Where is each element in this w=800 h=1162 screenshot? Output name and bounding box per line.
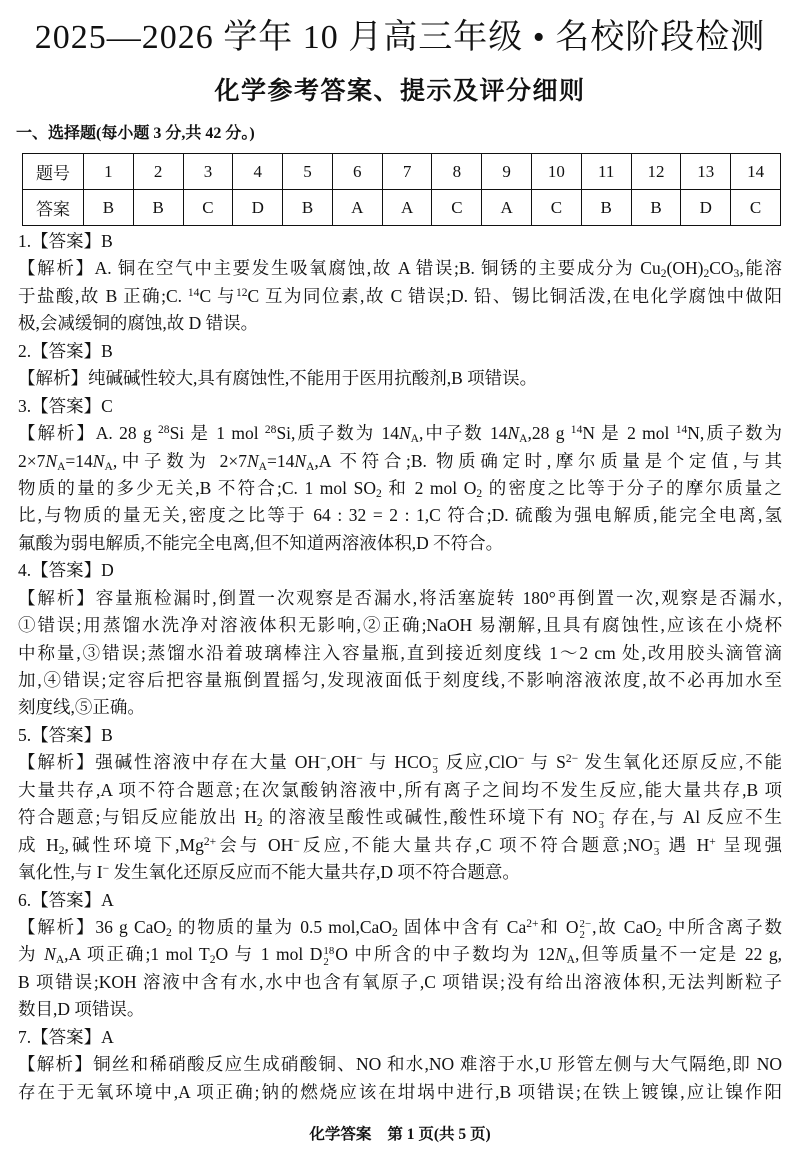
text-run: 比,与物质的量无关,密度之比等于 64 : 32 = 2 : 1,C 符合;D. 硫酸为强电解质,能完全电离,氢 — [18, 505, 782, 526]
text-run: 存在于无氧环境中,A 项正确;钠的燃烧应该在坩埚中进行,B 项错误;在铁上镀镍,应让镍作阳 — [18, 1081, 782, 1102]
subscript: 3 — [653, 846, 660, 859]
subscript: A — [306, 460, 315, 473]
analysis-line — [18, 420, 782, 447]
subscript: 2 — [256, 817, 263, 830]
superscript: − — [102, 863, 110, 876]
row-label: 题号 — [23, 154, 84, 190]
text-run: 发生氧化还原反应,不能 — [578, 752, 782, 773]
question-number-cell: 2 — [133, 154, 183, 190]
analysis-line — [18, 832, 782, 859]
subscript: 2 — [58, 844, 65, 857]
answer-value: A — [101, 889, 114, 910]
question-number-cell: 8 — [432, 154, 482, 190]
text-run: ,能溶 — [739, 258, 782, 279]
answer-cell: D — [233, 190, 283, 226]
question-number-cell: 9 — [482, 154, 532, 190]
subscript: A — [410, 433, 419, 446]
text-run: 容量瓶检漏时,倒置一次观察是否漏水,将活塞旋转 180°再倒置一次,观察是否漏水, — [95, 587, 782, 608]
question-number-cell: 7 — [382, 154, 432, 190]
text-run: 和 O — [538, 916, 579, 937]
analysis-line — [18, 530, 782, 557]
answer-cell: B — [631, 190, 681, 226]
answer-cell: B — [133, 190, 183, 226]
subscript: A — [104, 460, 113, 473]
text-run: 物质的量的多少无关,B 不符合;C. 1 mol SO — [18, 477, 376, 498]
text-run: ,A 项正确;1 mol T — [64, 944, 210, 965]
text-run: 的密度之比等于分子的摩尔质量之 — [482, 477, 782, 498]
text-run: ,碱性环境下,Mg — [64, 834, 204, 855]
question-number: 2. — [18, 340, 32, 361]
superscript: 2− — [565, 753, 579, 766]
text-run: A. 铜在空气中主要发生吸氧腐蚀,故 A 错误;B. 铜锈的主要成分为 Cu — [94, 258, 661, 279]
text-run: Si 是 1 mol — [169, 423, 265, 444]
text-run: 强碱性溶液中存在大量 OH — [95, 752, 321, 773]
text-run: O 中所含的中子数均为 12 — [335, 944, 555, 965]
answer-cell: C — [532, 190, 582, 226]
subscript: 2 — [476, 488, 483, 501]
text-run: 与 HCO — [362, 752, 432, 773]
analysis-line — [18, 804, 782, 831]
answer-cell: C — [183, 190, 233, 226]
text-run: B 项错误;KOH 溶液中含有水,水中也含有氧原子,C 项错误;没有给出溶液体积,无法判断粒子 — [18, 971, 782, 992]
question-item — [18, 228, 782, 338]
text-run: C 互为同位素,故 C 错误;D. 铅、锡比铜活泼,在电化学腐蚀中做阳 — [247, 285, 782, 306]
text-run: 的物质的量为 0.5 mol,CaO — [171, 916, 392, 937]
question-number-cell: 10 — [532, 154, 582, 190]
subscript: A — [519, 433, 528, 446]
text-run: ,中子数为 2×7 — [112, 450, 247, 471]
text-run: 固体中含有 Ca — [397, 916, 527, 937]
italic-symbol: N — [294, 450, 307, 471]
superscript: − — [356, 753, 363, 766]
text-run: 和 2 mol O — [381, 477, 477, 498]
answer-cell: A — [382, 190, 432, 226]
question-number: 4. — [18, 560, 32, 581]
answer-line — [18, 722, 782, 749]
italic-symbol: N — [507, 423, 520, 444]
analysis-line — [18, 667, 782, 694]
superscript: 14 — [570, 424, 583, 437]
text-run: N 是 2 mol — [582, 423, 676, 444]
text-run: ①错误;用蒸馏水洗净对溶液体积无影响,②正确;NaOH 易潮解,且具有腐蚀性,应该在小烧杯 — [18, 615, 782, 636]
analysis-line — [18, 859, 782, 886]
text-run: 加,④错误;定容后把容量瓶倒置摇匀,发现液面低于刻度线,不影响溶液浓度,故不必再加水至 — [18, 670, 782, 690]
superscript: 28 — [158, 424, 170, 437]
answer-cell: B — [84, 190, 134, 226]
superscript: 2+ — [203, 835, 217, 848]
text-run: (OH) — [666, 258, 704, 279]
subscript: 3 — [598, 819, 604, 832]
analysis-tag: 【解析】 — [18, 368, 88, 389]
answer-cell: D — [681, 190, 731, 226]
question-number: 1. — [18, 231, 32, 251]
text-run: CO — [709, 258, 734, 279]
question-number-row — [23, 154, 781, 190]
superscript: + — [709, 835, 716, 848]
question-item — [18, 1024, 782, 1106]
subscript: 2 — [323, 956, 329, 969]
text-run: ,中子数 14 — [419, 423, 508, 444]
question-number: 3. — [18, 395, 32, 416]
answer-value: B — [101, 231, 113, 251]
question-item — [18, 557, 782, 722]
answer-line — [18, 338, 782, 365]
sub-superscript — [580, 919, 592, 941]
question-number-cell: 4 — [233, 154, 283, 190]
analysis-tag: 【解析】 — [18, 916, 96, 937]
analysis-line — [18, 777, 782, 804]
analysis-line — [18, 1079, 782, 1106]
subscript: 2 — [579, 928, 585, 941]
italic-symbol: N — [44, 944, 56, 965]
sub-superscript — [323, 946, 334, 968]
question-number-cell: 13 — [681, 154, 731, 190]
text-run: ,故 CaO — [592, 916, 656, 937]
analysis-line — [18, 585, 782, 612]
subscript: A — [57, 460, 66, 473]
answer-value: B — [101, 340, 113, 361]
analysis-line — [18, 448, 782, 475]
answer-line — [18, 393, 782, 420]
superscript: − — [293, 835, 300, 848]
subscript: 2 — [660, 268, 667, 281]
italic-symbol: N — [45, 450, 58, 471]
text-run: 的溶液呈酸性或碱性,酸性环境下有 NO — [262, 807, 598, 828]
text-run: 氧化性,与 I — [18, 862, 103, 883]
subscript: 2 — [209, 954, 216, 967]
sub-superscript — [654, 837, 660, 859]
page-footer — [0, 1124, 800, 1146]
answer-tag: 【答案】 — [31, 1026, 102, 1047]
text-run: =14 — [65, 450, 93, 471]
text-run: ,OH — [326, 752, 357, 773]
answer-cell: C — [432, 190, 482, 226]
question-number-cell: 14 — [731, 154, 781, 190]
question-number: 7. — [18, 1026, 32, 1047]
question-number-cell: 5 — [283, 154, 333, 190]
text-run: ,28 g — [527, 423, 571, 444]
analysis-tag: 【解析】 — [18, 1054, 94, 1075]
question-item — [18, 722, 782, 887]
analysis-line — [18, 365, 782, 392]
footer-label: 化学答案 — [309, 1126, 372, 1143]
text-run: 呈现强 — [715, 834, 782, 855]
text-run: 36 g CaO — [95, 916, 167, 937]
text-run: N,质子数为 — [687, 423, 782, 444]
text-run: 与 S — [524, 752, 566, 773]
answer-line — [18, 1024, 782, 1051]
text-run: 2×7 — [18, 450, 46, 471]
superscript: − — [432, 753, 439, 766]
question-number-cell: 11 — [581, 154, 631, 190]
text-run: =14 — [267, 450, 295, 471]
answer-key-table-body — [23, 154, 781, 226]
question-number-cell: 12 — [631, 154, 681, 190]
analysis-line — [18, 310, 782, 337]
answer-cell: A — [482, 190, 532, 226]
subscript: 3 — [733, 268, 740, 281]
text-run: 存在,与 Al 反应不生 — [605, 807, 782, 828]
answer-value: D — [101, 560, 114, 581]
answer-cell: A — [332, 190, 382, 226]
text-run: 纯碱碱性较大,具有腐蚀性,不能用于医用抗酸剂,B 项错误。 — [88, 368, 538, 389]
answer-tag: 【答案】 — [31, 340, 102, 361]
text-run: C 与 — [199, 285, 236, 306]
row-label: 答案 — [23, 190, 84, 226]
answer-key-table — [22, 153, 781, 226]
superscript: − — [320, 753, 327, 766]
analysis-line — [18, 255, 782, 282]
analysis-tag: 【解析】 — [18, 752, 96, 773]
answer-tag: 【答案】 — [31, 889, 102, 910]
subscript: 2 — [703, 268, 710, 281]
subscript: 2 — [391, 927, 398, 940]
answer-line — [18, 887, 782, 914]
subscript: 3 — [432, 764, 438, 777]
analysis-tag: 【解析】 — [18, 258, 95, 279]
question-number-cell: 6 — [332, 154, 382, 190]
answer-value: C — [101, 395, 113, 416]
text-run: ,A 不符合;B. 物质确定时,摩尔质量是个定值,与其 — [314, 450, 782, 471]
analysis-line — [18, 694, 782, 721]
superscript: 2− — [579, 917, 592, 930]
analysis-line — [18, 612, 782, 639]
superscript: 14 — [187, 286, 200, 299]
subscript: 2 — [655, 927, 662, 940]
subscript: A — [566, 954, 575, 967]
answer-explanations — [18, 228, 782, 1106]
superscript: 12 — [235, 286, 248, 299]
text-run: 于盐酸,故 B 正确;C. — [18, 285, 188, 306]
text-run: 氟酸为弱电解质,不能完全电离,但不知道两溶液体积,D 不符合。 — [18, 532, 504, 553]
text-run: 中所含离子数 — [661, 916, 782, 937]
sub-superscript — [432, 754, 438, 776]
text-run: Si,质子数为 14 — [276, 423, 399, 444]
italic-symbol: N — [398, 423, 411, 444]
answer-cell: B — [581, 190, 631, 226]
text-run: 中称量,③错误;蒸馏水沿着玻璃棒注入容量瓶,直到接近刻度线 1～2 cm 处,改用胶头滴管滴 — [18, 642, 782, 663]
superscript: − — [653, 835, 660, 848]
text-run: 成 H — [18, 834, 59, 855]
answer-value: A — [101, 1026, 114, 1047]
answer-line — [18, 228, 782, 255]
answer-tag: 【答案】 — [31, 724, 102, 745]
question-number: 6. — [18, 889, 32, 910]
answer-value: B — [101, 724, 113, 745]
analysis-line — [18, 283, 782, 310]
analysis-line — [18, 969, 782, 996]
text-run: 极,会减缓铜的腐蚀,故 D 错误。 — [18, 313, 259, 334]
text-run: 数目,D 项错误。 — [18, 999, 145, 1020]
question-number-cell: 1 — [84, 154, 134, 190]
analysis-line — [18, 640, 782, 667]
text-run: 会与 OH — [216, 834, 294, 855]
question-item — [18, 887, 782, 1024]
text-run: 符合题意;与铝反应能放出 H — [18, 807, 257, 828]
text-run: 反应,不能大量共存,C 项不符合题意;NO — [299, 834, 653, 855]
analysis-line — [18, 749, 782, 776]
question-number-cell: 3 — [183, 154, 233, 190]
answer-cell: C — [731, 190, 781, 226]
question-number: 5. — [18, 724, 32, 745]
analysis-line — [18, 502, 782, 529]
subscript: 2 — [166, 927, 172, 940]
italic-symbol: N — [554, 944, 567, 965]
text-run: 发生氧化还原反应而不能大量共存,D 项不符合题意。 — [109, 862, 520, 883]
subscript: 2 — [375, 488, 382, 501]
superscript: 14 — [675, 424, 688, 437]
superscript: − — [517, 753, 525, 766]
answer-row — [23, 190, 781, 226]
analysis-line — [18, 996, 782, 1023]
superscript: 18 — [323, 945, 335, 958]
section-heading: 一、选择题(每小题 3 分,共 42 分。) — [16, 125, 255, 142]
superscript: 28 — [264, 424, 277, 437]
text-run: A. 28 g — [95, 423, 159, 444]
subscript: A — [258, 460, 267, 473]
answer-tag: 【答案】 — [31, 395, 102, 416]
question-item — [18, 393, 782, 558]
answer-cell: B — [283, 190, 333, 226]
analysis-tag: 【解析】 — [18, 587, 96, 608]
page-number: 第 1 页(共 5 页) — [387, 1126, 491, 1143]
analysis-line — [18, 475, 782, 502]
text-run: 大量共存,A 项不符合题意;在次氯酸钠溶液中,所有离子之间均不发生反应,能大量共存,B 项 — [18, 779, 782, 800]
answer-tag: 【答案】 — [31, 560, 102, 581]
text-run: 刻度线,⑤正确。 — [18, 697, 145, 718]
text-run: 铜丝和稀硝酸反应生成硝酸铜、NO 和水,NO 难溶于水,U 形管左侧与大气隔绝,即 NO — [93, 1054, 782, 1075]
text-run: 遇 H — [661, 834, 710, 855]
italic-symbol: N — [92, 450, 105, 471]
text-run: O 与 1 mol D — [215, 944, 323, 965]
question-item — [18, 338, 782, 393]
analysis-line — [18, 941, 782, 968]
answer-line — [18, 557, 782, 584]
analysis-tag: 【解析】 — [18, 423, 96, 444]
answer-tag: 【答案】 — [31, 231, 102, 251]
superscript: − — [598, 808, 605, 821]
subscript: A — [55, 954, 65, 967]
page-subtitle: 化学参考答案、提示及评分细则 — [214, 78, 586, 105]
text-run: ,但等质量不一定是 22 g, — [574, 944, 782, 965]
italic-symbol: N — [246, 450, 259, 471]
analysis-line — [18, 914, 782, 941]
analysis-line — [18, 1051, 782, 1078]
text-run: 为 — [18, 944, 45, 965]
sub-superscript — [599, 809, 605, 831]
page-title: 2025—2026 学年 10 月高三年级 • 名校阶段检测 — [34, 19, 766, 56]
superscript: 2+ — [526, 917, 539, 930]
text-run: 反应,ClO — [439, 752, 518, 773]
